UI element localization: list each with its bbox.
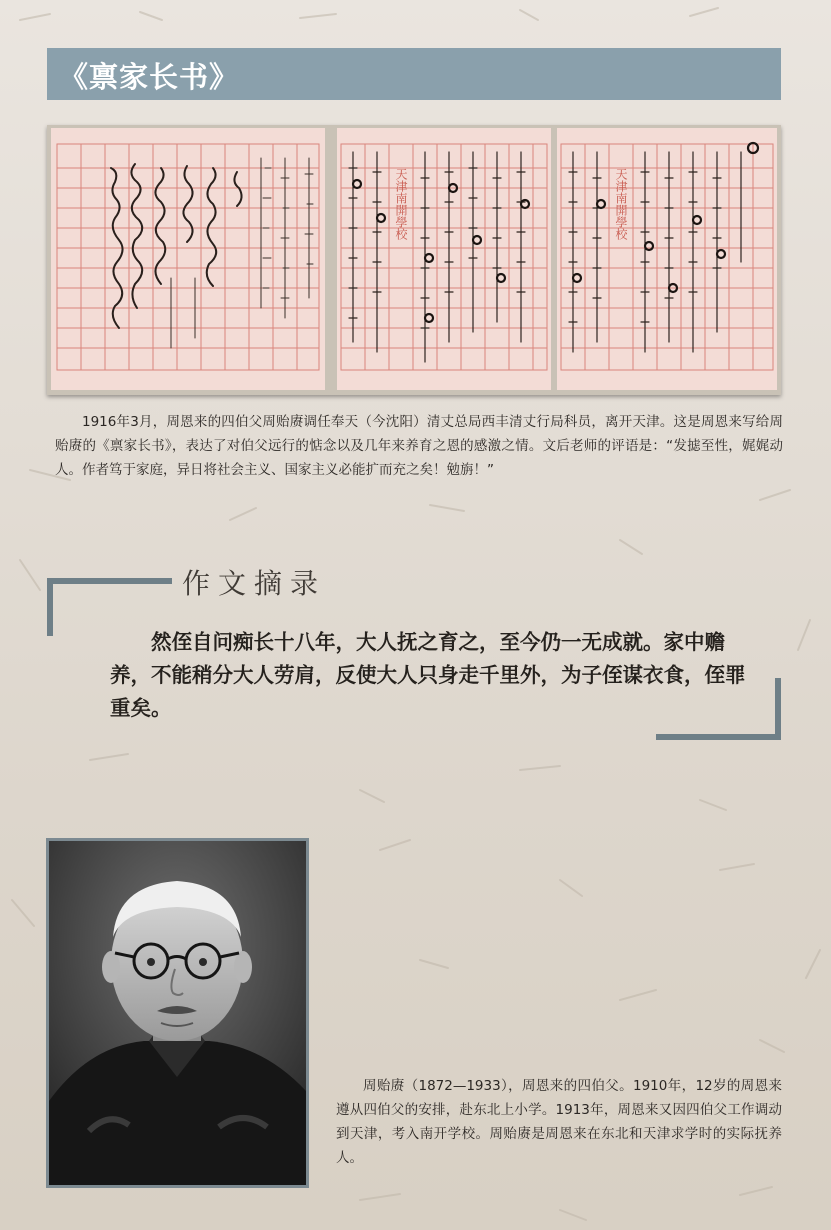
manuscript-middle-page	[337, 128, 551, 390]
manuscript-photo	[47, 125, 781, 395]
page-title: 《禀家长书》	[59, 60, 240, 94]
excerpt-body: 然侄自问痴长十八年，大人抚之育之，至今仍一无成就。家中赡养，不能稍分大人劳肩，反使大人只身走千里外，为子侄谋衣食，侄罪重矣。	[110, 630, 746, 720]
bracket-bottom-right-vertical	[775, 678, 781, 740]
letter-caption: 1916年3月，周恩来的四伯父周贻赓调任奉天（今沈阳）清丈总局西丰清丈行局科员，离开天津。这是周恩来写给周贻赓的《禀家长书》，表达了对伯父远行的惦念以及几年来养育之恩的感激之情。文后老师的评语是：“发摅至性，娓娓动人。作者笃于家庭，异日将社会主义、国家主义必能扩而充之矣！勉旃！”	[55, 414, 783, 478]
school-stamp: 天津南開學校	[394, 168, 408, 240]
portrait-caption: 周贻赓（1872—1933），周恩来的四伯父。1910年，12岁的周恩来遵从四伯父的安排，赴东北上小学。1913年，周恩来又因四伯父工作调动到天津，考入南开学校。周贻赓是周恩来在东北和天津求学时的实际抚养人。	[336, 1078, 782, 1166]
bracket-top-left	[47, 578, 172, 584]
portrait-photo	[46, 838, 309, 1188]
manuscript-right-page	[557, 128, 777, 390]
excerpt-heading: 作文摘录	[182, 567, 327, 600]
bracket-top-left-vertical	[47, 578, 53, 636]
bracket-bottom-right	[656, 734, 781, 740]
school-stamp-2: 天津南開學校	[614, 168, 628, 240]
manuscript-left-page	[51, 128, 325, 390]
title-bar	[47, 48, 781, 100]
